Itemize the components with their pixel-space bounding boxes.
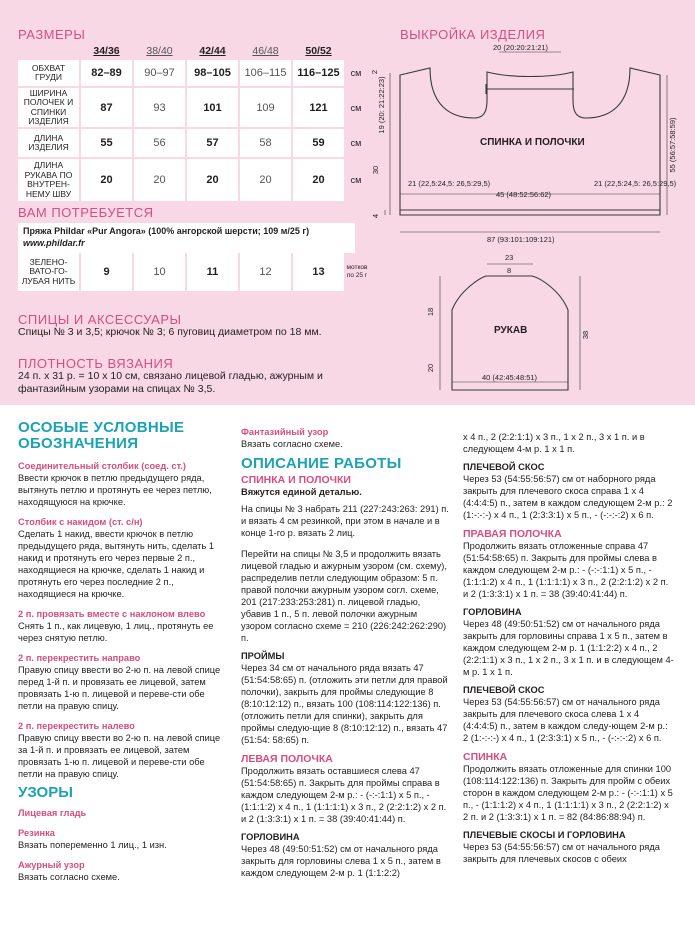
sleeve-length-label: 20 (426, 363, 435, 373)
yarn-info (18, 223, 355, 253)
schematic-title: ВЫКРОЙКА ИЗДЕЛИЯ (400, 27, 546, 42)
pattern-term: Лицевая гладь (18, 808, 87, 818)
sleeve-total-label: 38 (581, 330, 590, 340)
cell: 57 (187, 129, 238, 157)
back-title: СПИНКА (463, 751, 508, 763)
pattern-switch-text: Перейти на спицы № 3,5 и продолжить вязать лицевой гладью и ажурным узором (см. схему), распределив петли следующим образом: 5 п. правой полочки ажурным узором согл. схеме, 201 (217:233:253:281) п. лицевой гладью, убавив 1 п., 5 п. левой полочки ажурным узором согласно схеме = 210 (226:242:262:290) п. (241, 549, 447, 643)
right-front-text: Продолжить вязать отложенные справа 47 (51:54:58:65) п. Закрыть для проймы слева в каждом следующем 2-м р.: - (-:-:1:1) х 5 п., - (1:1:1:2) х 4 п., 1 (1:1:1:1) х 3 п., 2 (2:2:1:2) х 2 п. и 2 (1:3:3:1) х 1 п. = 38 (39:40:41:44) п. (463, 541, 669, 599)
cell: 82–89 (81, 60, 132, 86)
front-width-right-label: 21 (22,5:24,5: 26,5:29,5) (594, 179, 677, 188)
armholes-title: ПРОЙМЫ (241, 651, 285, 661)
legend-term: 2 п. перекрестить направо (18, 653, 141, 663)
sizes-table (16, 42, 368, 203)
shoulders-neck-text: Через 53 (54:55:56:57) см от начального ряда закрыть для плечевых скосов с обеих (463, 842, 660, 864)
shoulder-title: ПЛЕЧЕВОЙ СКОС (463, 462, 545, 472)
neck-text-2: Через 48 (49:50:51:52) см от начального ряда закрыть для горловины справа 1 х 5 п., затем в каждом следующем 2-м р. 1 (1:1:2:2) х 4 п., 2 (2:2:1:1) х 3 п., 1 х 2 п., 3 х 1 п. и в следующем 4-м р. 1 х 1 п. (463, 619, 674, 677)
legend-text: Снять 1 п., как лицевую, 1 лиц., протянуть ее через снятую петлю. (18, 621, 214, 643)
sleeve-row (18, 159, 366, 201)
yarn-site: www.phildar.fr (23, 238, 85, 248)
cell: 121 (293, 88, 344, 127)
unit: см (350, 68, 362, 78)
cell: 59 (293, 129, 344, 157)
shoulder-title-2: ПЛЕЧЕВОЙ СКОС (463, 685, 545, 695)
armholes-text: Через 34 см от начального ряда вязать 47 (51:54:58:65) п. (отложить эти петли для правой полочки), закрыть для проймы следующие 8 (8:10:12:12) п., вязать 100 (108:114:122:136) п. (отложить петли для спинки), закрыть для проймы следую-щие 8 (8:10:12:12) п., вязать 47 (51:54: 58:65) п. (241, 663, 448, 745)
legend-title: ОСОБЫЕ УСЛОВНЫЕ ОБОЗНАЧЕНИЯ (18, 419, 185, 452)
shoulder-text-2: Через 53 (54:55:56:57) см от начального ряда закрыть для плечевого скоса слева 1 х 4 (4:4:4:5) п., затем в каждом следу-ющем 2-м р.: 2 (1:-:-:-) х 4 п., 1 (2:3:3:1) х 5 п., - (-:-:-:2) х 6 п. (463, 697, 668, 743)
cell: 20 (240, 159, 291, 201)
legend-column (18, 420, 226, 883)
instructions-column (241, 426, 449, 879)
unit: мотков по 25 г (346, 264, 368, 279)
sizes-header-row (18, 44, 366, 58)
legend-term: Соединительный столбик (соед. ст.) (18, 461, 187, 471)
cell: 58 (240, 129, 291, 157)
legend-text: Ввести крючок в петлю предыдущего ряда, вытянуть петлю и протянуть ее через петлю, находящуюся на крючке. (18, 473, 212, 507)
cell: 90–97 (134, 60, 185, 86)
shoulder-drop-label: 2 (370, 69, 379, 75)
cell: 20 (81, 159, 132, 201)
continue-text: х 4 п., 2 (2:2:1:1) х 3 п., 1 х 2 п., 3 х 1 п. и в следующем 4-м р. 1 х 1 п. (463, 432, 645, 454)
neck-title: ГОРЛОВИНА (241, 832, 300, 842)
sleeve-top-label: 23 (505, 253, 514, 262)
sleeve-label: РУКАВ (494, 325, 528, 336)
instructions-column-2 (463, 431, 675, 865)
front-width-left-label: 21 (22,5:24,5: 26,5:29,5) (408, 179, 491, 188)
work-title: ОПИСАНИЕ РАБОТЫ (241, 455, 402, 472)
size-header: 34/36 (93, 45, 120, 57)
neck-text: Через 48 (49:50:51:52) см от начального ряда закрыть для горловины слева 1 х 5 п., затем в каждом следующем 2-м р. 1 (1:1:2:2) (241, 844, 441, 878)
back-width-label: 45 (48:52:56:62) (496, 190, 552, 199)
row-label: ОБХВАТ ГРУДИ (18, 60, 79, 86)
sleeve-cap-label: 18 (426, 307, 435, 317)
row-label: ШИРИНА ПОЛОЧЕК И СПИНКИ ИЗДЕЛИЯ (18, 88, 79, 127)
cell: 55 (81, 129, 132, 157)
total-width-label: 87 (93:101:109:121) (487, 235, 555, 244)
cell: 9 (81, 253, 132, 291)
needed-title: ВАМ ПОТРЕБУЕТСЯ (18, 205, 154, 220)
neck-title-2: ГОРЛОВИНА (463, 607, 522, 617)
pattern-text: Вязать попеременно 1 лиц., 1 изн. (18, 840, 167, 850)
sizes-title: РАЗМЕРЫ (18, 27, 86, 42)
row-label: ДЛИНА ИЗДЕЛИЯ (18, 129, 79, 157)
left-front-text: Продолжить вязать оставшиеся слева 47 (51:54:58:65) п. Закрыть для проймы справа в каждом следующем 2-м р.: - (-:-:1:1) х 5 п., - (1:1:1:2) х 4 п., 1 (1:1:1:1) х 3 п., 2 (2:2:1:2) х 2 п. и 2 (1:3:3:1) х 1 п. = 38 (39:40:41:44) п. (241, 766, 447, 824)
legend-term: Столбик с накидом (ст. с/н) (18, 517, 143, 527)
fancy-term: Фантазийный узор (241, 427, 329, 437)
size-header: 42/44 (199, 45, 226, 57)
cell: 20 (293, 159, 344, 201)
size-header: 38/40 (146, 45, 173, 57)
legend-text: Сделать 1 накид, ввести крючок в петлю предыдущего ряда, вытянуть нить, сделать 1 накид и протянуть его через первые 2 п., находящиеся на крючке, сделать 1 накид и протянуть его через последние 2 п., находящиеся на крючке. (18, 529, 215, 599)
gauge-title: ПЛОТНОСТЬ ВЯЗАНИЯ (18, 356, 174, 371)
row-label: ДЛИНА РУКАВА ПО ВНУТРЕН-НЕМУ ШВУ (18, 159, 79, 201)
cell: 11 (187, 253, 238, 291)
left-front-title: ЛЕВАЯ ПОЛОЧКА (241, 753, 333, 765)
cell: 12 (240, 253, 291, 291)
cell: 109 (240, 88, 291, 127)
legend-text: Правую спицу ввести во 2-ю п. на левой спице за 1-й п. и провязать ее лицевой, затем провязать 1-ю п. лицевой и переве-сти обе петли на правую спицу. (18, 733, 221, 779)
legend-term: 2 п. перекрестить налево (18, 721, 135, 731)
armhole-label: 19 (20: 21:22:23) (377, 76, 386, 134)
cell: 106–115 (240, 60, 291, 86)
cell: 101 (187, 88, 238, 127)
gauge-text: 24 п. х 31 р. = 10 х 10 см, связано лицевой гладью, ажурным и фантазийным узорами на спицах № 3,5. (18, 370, 323, 395)
rib-label: 4 (371, 213, 380, 219)
color-label: ЗЕЛЕНО-ВАТО-ГО-ЛУБАЯ НИТЬ (18, 253, 79, 291)
body-height-label: 30 (371, 165, 380, 175)
pattern-term: Ажурный узор (18, 860, 85, 870)
chest-row (18, 60, 366, 86)
yarn-table (16, 251, 370, 293)
legend-text: Правую спицу ввести во 2-ю п. на левой спице перед 1-й п. и провязать ее лицевой, затем провязать 1-ю п. лицевой и переве-сти обе петли на правую спицу. (18, 665, 221, 711)
cell: 93 (134, 88, 185, 127)
fancy-text: Вязать согласно схеме. (241, 439, 343, 449)
neck-width-label: 20 (20:20:21:21) (493, 43, 549, 52)
unit: см (350, 175, 362, 185)
right-front-title: ПРАВАЯ ПОЛОЧКА (463, 528, 562, 540)
pattern-term: Резинка (18, 828, 55, 838)
unit: см (350, 138, 362, 148)
one-piece-note: Вяжутся единой деталью. (241, 487, 362, 497)
tools-title: СПИЦЫ И АКСЕССУАРЫ (18, 312, 182, 327)
yarn-name: Пряжа Phildar «Pur Angora» (100% ангорской шерсти; 109 м/25 г) (23, 226, 310, 236)
patterns-title: УЗОРЫ (18, 784, 73, 801)
width-row (18, 88, 366, 127)
cell: 116–125 (293, 60, 344, 86)
cell: 87 (81, 88, 132, 127)
body-label: СПИНКА И ПОЛОЧКИ (480, 137, 585, 148)
size-header: 46/48 (252, 45, 279, 57)
yarn-row (18, 253, 368, 291)
cast-on-text: На спицы № 3 набрать 211 (227:243:263: 291) п. и вязать 4 см резинкой, при этом в начале и в конце 1-го р. вязать 2 лиц. (241, 504, 449, 538)
size-header: 50/52 (305, 45, 332, 57)
cell: 10 (134, 253, 185, 291)
cell: 98–105 (187, 60, 238, 86)
unit: см (350, 102, 362, 113)
length-row (18, 129, 366, 157)
legend-term: 2 п. провязать вместе с наклоном влево (18, 609, 206, 619)
back-front-title: СПИНКА И ПОЛОЧКИ (241, 474, 351, 486)
sleeve-width-label: 40 (42:45:48:51) (482, 373, 538, 382)
pattern-schematic (360, 40, 690, 400)
tools-text: Спицы № 3 и 3,5; крючок № 3; 6 пуговиц диаметром по 18 мм. (18, 326, 322, 338)
cell: 56 (134, 129, 185, 157)
back-text: Продолжить вязать отложенные для спинки 100 (108:114:122:136) п. Закрыть для пройм с обеих сторон в каждом следующем 2-м р.: - (-:-:1:1) х 5 п., - (1:1:1:2) х 4 п., 1 (1:1:1:1) х 3 п., 2 (2:2:1:2) х 2 п. и 2 (1:3:3:1) х 1 п. = 82 (84:86:88:94) п. (463, 764, 673, 822)
sleeve-top-inner-label: 8 (507, 266, 512, 275)
height-label: 55 (56:57:58:59) (668, 117, 677, 173)
cell: 20 (187, 159, 238, 201)
cell: 20 (134, 159, 185, 201)
cell: 13 (293, 253, 344, 291)
shoulder-text: Через 53 (54:55:56:57) см от наборного ряда закрыть для плечевого скоса справа 1 х 4 (4:4:4:5) п., затем в каждом следующем 2-м р.: 2 (1:-:-:-) х 4 п., 1 (2:3:3:1) х 5 п., - (-:-:-:2) х 6 п. (463, 474, 673, 520)
shoulders-neck-title: ПЛЕЧЕВЫЕ СКОСЫ И ГОРЛОВИНА (463, 830, 626, 840)
pattern-text: Вязать согласно схеме. (18, 872, 120, 882)
